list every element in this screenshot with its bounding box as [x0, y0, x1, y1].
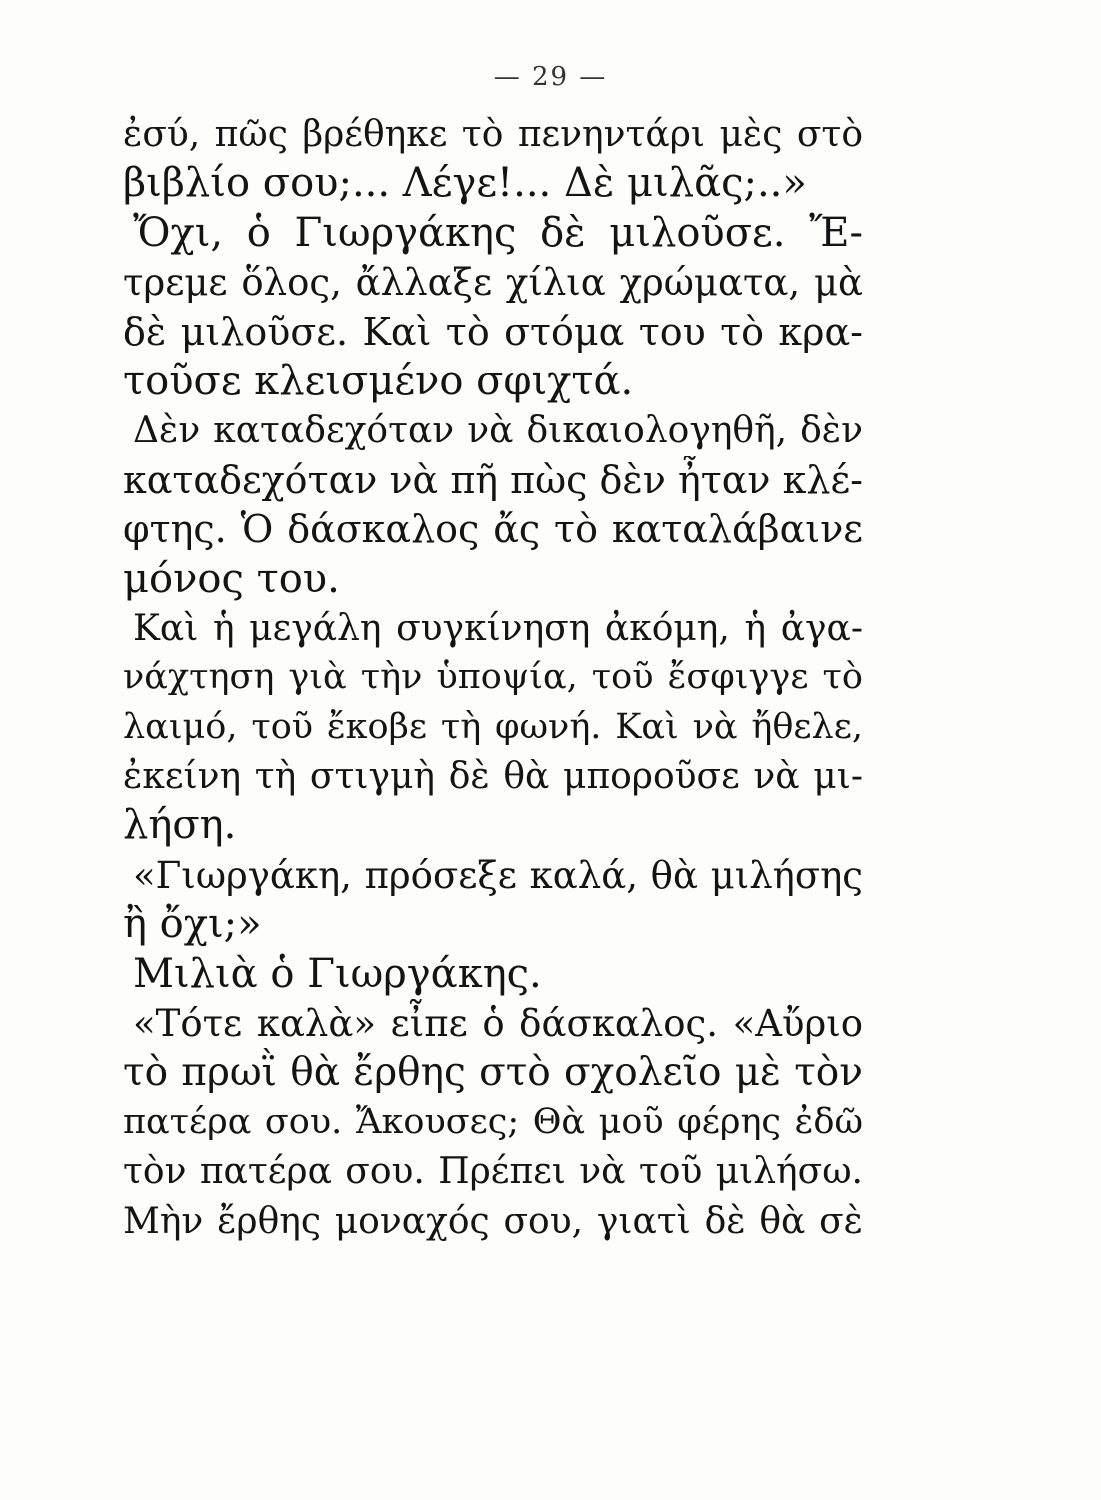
text-line: καταδεχόταν νὰ πῆ πὼς δὲν ἦταν κλέ-	[123, 457, 863, 502]
text-line: τὸ πρωῒ θὰ ἔρθης στὸ σχολεῖο μὲ τὸν	[123, 1050, 863, 1096]
text-line: τοῦσε κλεισμένο σφιχτά.	[123, 357, 634, 404]
text-line: Μιλιὰ ὁ Γιωργάκης.	[133, 950, 542, 997]
text-line: «Γιωργάκη, πρόσεξε καλά, θὰ μιλήσης	[133, 853, 863, 897]
text-line: νάχτηση γιὰ τὴν ὑποψία, τοῦ ἔσφιγγε τὸ	[123, 657, 863, 698]
text-line: ἢ ὄχι;»	[123, 901, 262, 948]
text-line: τρεμε ὅλος, ἄλλαξε χίλια χρώματα, μὰ	[123, 261, 863, 305]
text-line: τὸν πατέρα σου. Πρέπει νὰ τοῦ μιλήσω.	[123, 1151, 863, 1193]
text-line: Καὶ ἡ μεγάλη συγκίνηση ἀκόμη, ἡ ἀγα-	[133, 607, 863, 649]
text-line: πατέρα σου. Ἄκουσες; Θὰ μοῦ φέρης ἐδῶ	[123, 1101, 863, 1142]
page-number: — 29 —	[493, 62, 608, 92]
body-text	[123, 110, 863, 1246]
text-line: Δὲν καταδεχόταν νὰ δικαιολογηθῆ, δὲν	[133, 410, 863, 452]
text-line: «Τότε καλὰ» εἶπε ὁ δάσκαλος. «Αὔριο	[133, 1002, 863, 1046]
text-line: δὲ μιλοῦσε. Καὶ τὸ στόμα του τὸ κρα-	[123, 309, 863, 354]
text-line: βιβλίο σου;... Λέγε!... Δὲ μιλᾶς;..»	[123, 160, 807, 207]
text-line: λαιμό, τοῦ ἔκοβε τὴ φωνή. Καὶ νὰ ἤθελε,	[123, 706, 863, 747]
text-line: ἐκείνη τὴ στιγμὴ δὲ θὰ μποροῦσε νὰ μι-	[123, 756, 863, 798]
text-line: ἐσύ, πῶς βρέθηκε τὸ πενηντάρι μὲς στὸ	[123, 114, 863, 155]
text-line: φτης. Ὁ δάσκαλος ἄς τὸ καταλάβαινε	[123, 507, 863, 552]
text-line: Μὴν ἔρθης μοναχός σου, γιατὶ δὲ θὰ σὲ	[123, 1200, 863, 1242]
text-line: Ὄχι, ὁ Γιωργάκης δὲ μιλοῦσε. Ἔ-	[133, 209, 863, 256]
text-line: μόνος του.	[123, 555, 340, 602]
text-line: λήση.	[123, 802, 237, 849]
